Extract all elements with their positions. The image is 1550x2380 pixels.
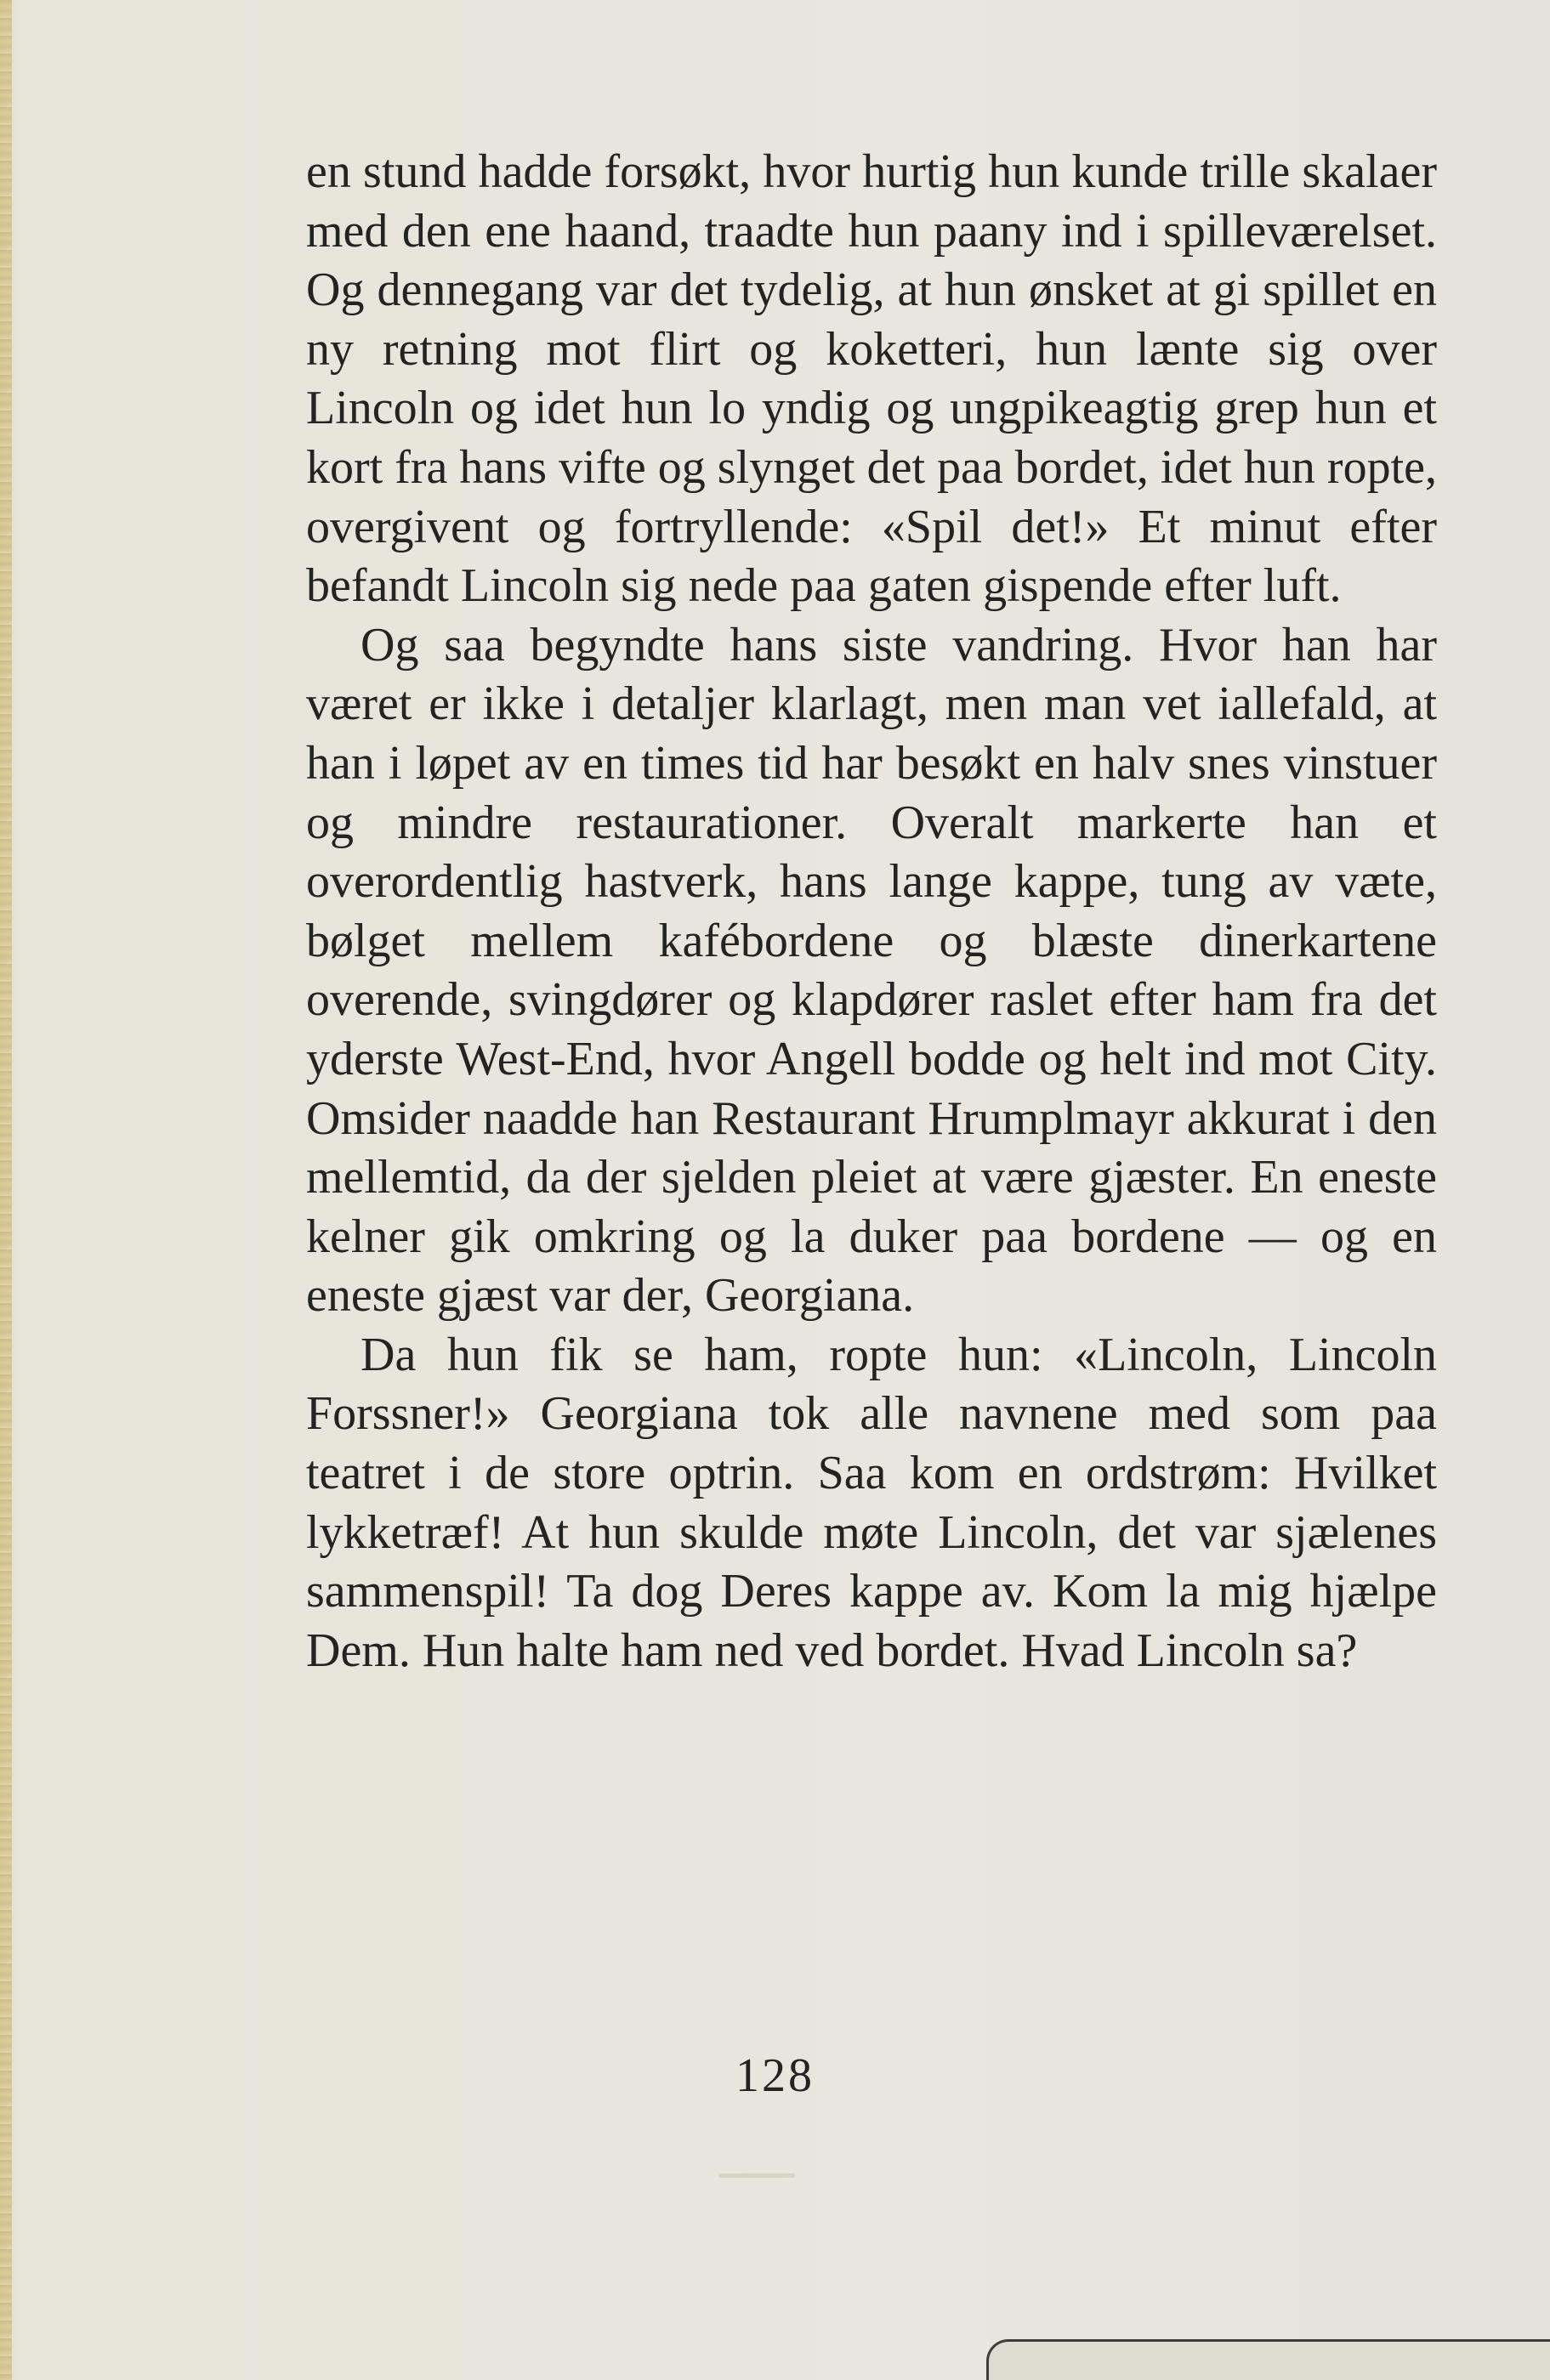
page-number: 128 bbox=[735, 2049, 815, 2102]
body-text bbox=[306, 143, 1437, 1680]
ink-smudge bbox=[718, 2173, 795, 2178]
paragraph-3: Da hun fik se ham, ropte hun: «Lincoln, Lincoln Forssner!» Georgiana tok alle navnene med som paa teatret i de store optrin. Saa kom en ordstrøm: Hvilket lykketræf! At hun skulde møte Lincoln, det var sjælenes sammenspil! Ta dog Deres kappe av. Kom la mig hjælpe Dem. Hun halte ham ned ved bordet. Hvad Lincoln sa? bbox=[306, 1328, 1437, 1677]
paragraph-1: en stund hadde forsøkt, hvor hurtig hun kunde trille skalaer med den ene haand, traadte hun paany ind i spilleværelset. Og dennegang var det tydelig, at hun ønsket at gi spillet en ny retning mot flirt og koketteri, hun lænte sig over Lincoln og idet hun lo yndig og ungpikeagtig grep hun et kort fra hans vifte og slynget det paa bordet, idet hun ropte, overgivent og fortryllende: «Spil det!» Et minut efter befandt Lincoln sig nede paa gaten gispende efter luft. bbox=[306, 145, 1437, 613]
next-page-corner bbox=[986, 2339, 1550, 2380]
paragraph-2: Og saa begyndte hans siste vandring. Hvor han har været er ikke i detaljer klarlagt, men man vet iallefald, at han i løpet av en times tid har besøkt en halv snes vinstuer og mindre restaurationer. Overalt markerte han et overordentlig hastverk, hans lange kappe, tung av væte, bølget mellem kafébordene og blæste dinerkartene overende, svingdører og klapdører raslet efter ham fra det yderste West-End, hvor Angell bodde og helt ind mot City. Omsider naadde han Restaurant Hrumplmayr akkurat i den mellemtid, da der sjelden pleiet at være gjæster. En eneste kelner gik omkring og la duker paa bordene — og en eneste gjæst var der, Georgiana. bbox=[306, 618, 1437, 1323]
page-spine-edge bbox=[0, 0, 12, 2380]
